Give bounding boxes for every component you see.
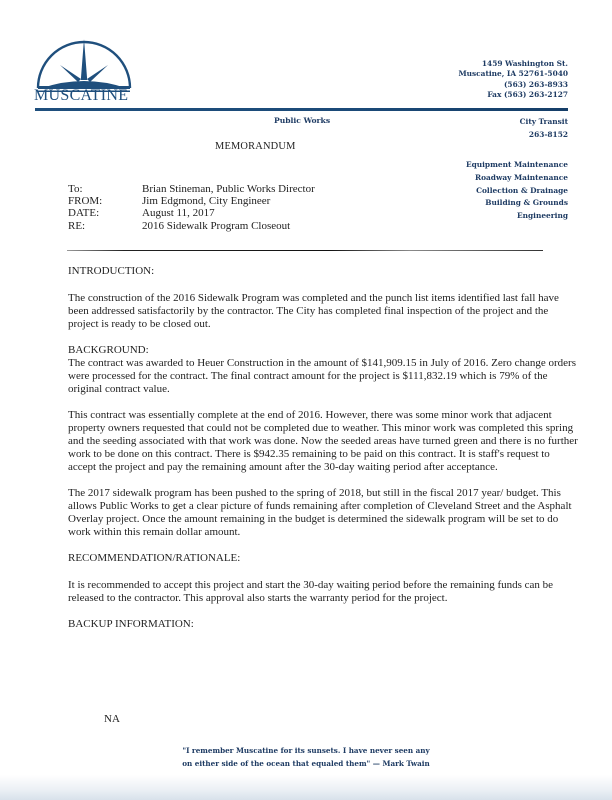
- division-list: [466, 116, 568, 223]
- field-label: To:: [68, 183, 83, 195]
- field-value: Jim Edgmond, City Engineer: [142, 195, 271, 208]
- memo-field-from: [68, 195, 315, 207]
- sunburst-arch-icon: [34, 36, 134, 92]
- division-item: Building & Grounds: [485, 198, 568, 208]
- scan-shadow: [0, 775, 612, 800]
- paragraph: The construction of the 2016 Sidewalk Program was completed and the punch list items identified last fall have been addressed satisfactorily by the contractor. The City has completed final inspection of the project and the project is ready to be closed out.: [68, 292, 559, 330]
- memo-divider: [67, 250, 543, 251]
- field-value: August 11, 2017: [142, 207, 215, 220]
- paragraph: This contract was essentially complete at the end of 2016. However, there was some minor work that adjacent property owners requested that could not be completed due to weather. This minor work was completed this spring and the seeding associated with that work was done. Now the seeded areas have turned green and there is no further work to be done on this contract. There is $942.35 remaining to be paid on this contract. It is staff's request to accept the project and pay the remaining amount after the 30-day waiting period after acceptance.: [68, 409, 578, 473]
- logo-wordmark: MUSCATINE: [34, 87, 129, 104]
- field-label: FROM:: [68, 195, 103, 208]
- field-label: RE:: [68, 219, 86, 232]
- city-transit-phone: 263-8152: [528, 129, 568, 139]
- fax-number: Fax (563) 263-2127: [487, 89, 568, 99]
- memo-header-fields: [68, 183, 315, 232]
- memo-field-date: [68, 207, 315, 219]
- section-heading-introduction: INTRODUCTION:: [68, 265, 155, 277]
- city-state-zip: Muscatine, IA 52761-5040: [458, 69, 568, 79]
- field-label: DATE:: [68, 207, 100, 220]
- paragraph: It is recommended to accept this project and start the 30-day waiting period before the remaining funds can be released to the contractor. This approval also starts the warranty period for the project.: [68, 579, 554, 604]
- section-heading-backup: BACKUP INFORMATION:: [68, 618, 194, 630]
- section-heading-background: BACKGROUND:: [68, 344, 149, 356]
- section-heading-recommendation: RECOMMENDATION/RATIONALE:: [68, 552, 241, 564]
- header-rule: [35, 108, 568, 111]
- street-address: 1459 Washington St.: [481, 59, 568, 68]
- phone-number: (563) 263-8933: [503, 79, 568, 89]
- memo-title: MEMORANDUM: [215, 141, 296, 152]
- department-name: Public Works: [274, 116, 331, 125]
- paragraph: The 2017 sidewalk program has been pushed to the spring of 2018, but still in the fiscal 2017 year/ budget. This allows Public Works to get a clear picture of funds remaining after completion of Cleveland Street and the Asphalt Overlay project. Once the amount remaining in the budget is determined the sidewalk program will be set to do work within this remain dollar amount.: [68, 487, 572, 538]
- paragraph: The contract was awarded to Heuer Construction in the amount of $141,909.15 in July of 2016. Zero change orders were processed for the contract. The final contract amount for the project is $111,832.19 which is 79% of the original contract value.: [68, 357, 577, 395]
- address-block: [458, 59, 568, 100]
- quote-line: "I remember Muscatine for its sunsets. I have never seen any: [182, 746, 430, 755]
- division-item: Engineering: [516, 211, 568, 221]
- memo-field-to: [68, 183, 315, 195]
- footer-quote: [0, 745, 612, 770]
- memo-field-re: [68, 220, 315, 232]
- backup-information-value: NA: [104, 713, 120, 725]
- city-transit-label: City Transit: [519, 117, 568, 126]
- field-value: 2016 Sidewalk Program Closeout: [142, 219, 291, 232]
- division-item: Equipment Maintenance: [465, 160, 568, 169]
- quote-line: on either side of the ocean that equaled them" — Mark Twain: [182, 758, 430, 768]
- memo-body: [68, 265, 578, 631]
- field-value: Brian Stineman, Public Works Director: [142, 183, 315, 195]
- division-item: Collection & Drainage: [476, 185, 568, 195]
- division-item: Roadway Maintenance: [474, 172, 568, 182]
